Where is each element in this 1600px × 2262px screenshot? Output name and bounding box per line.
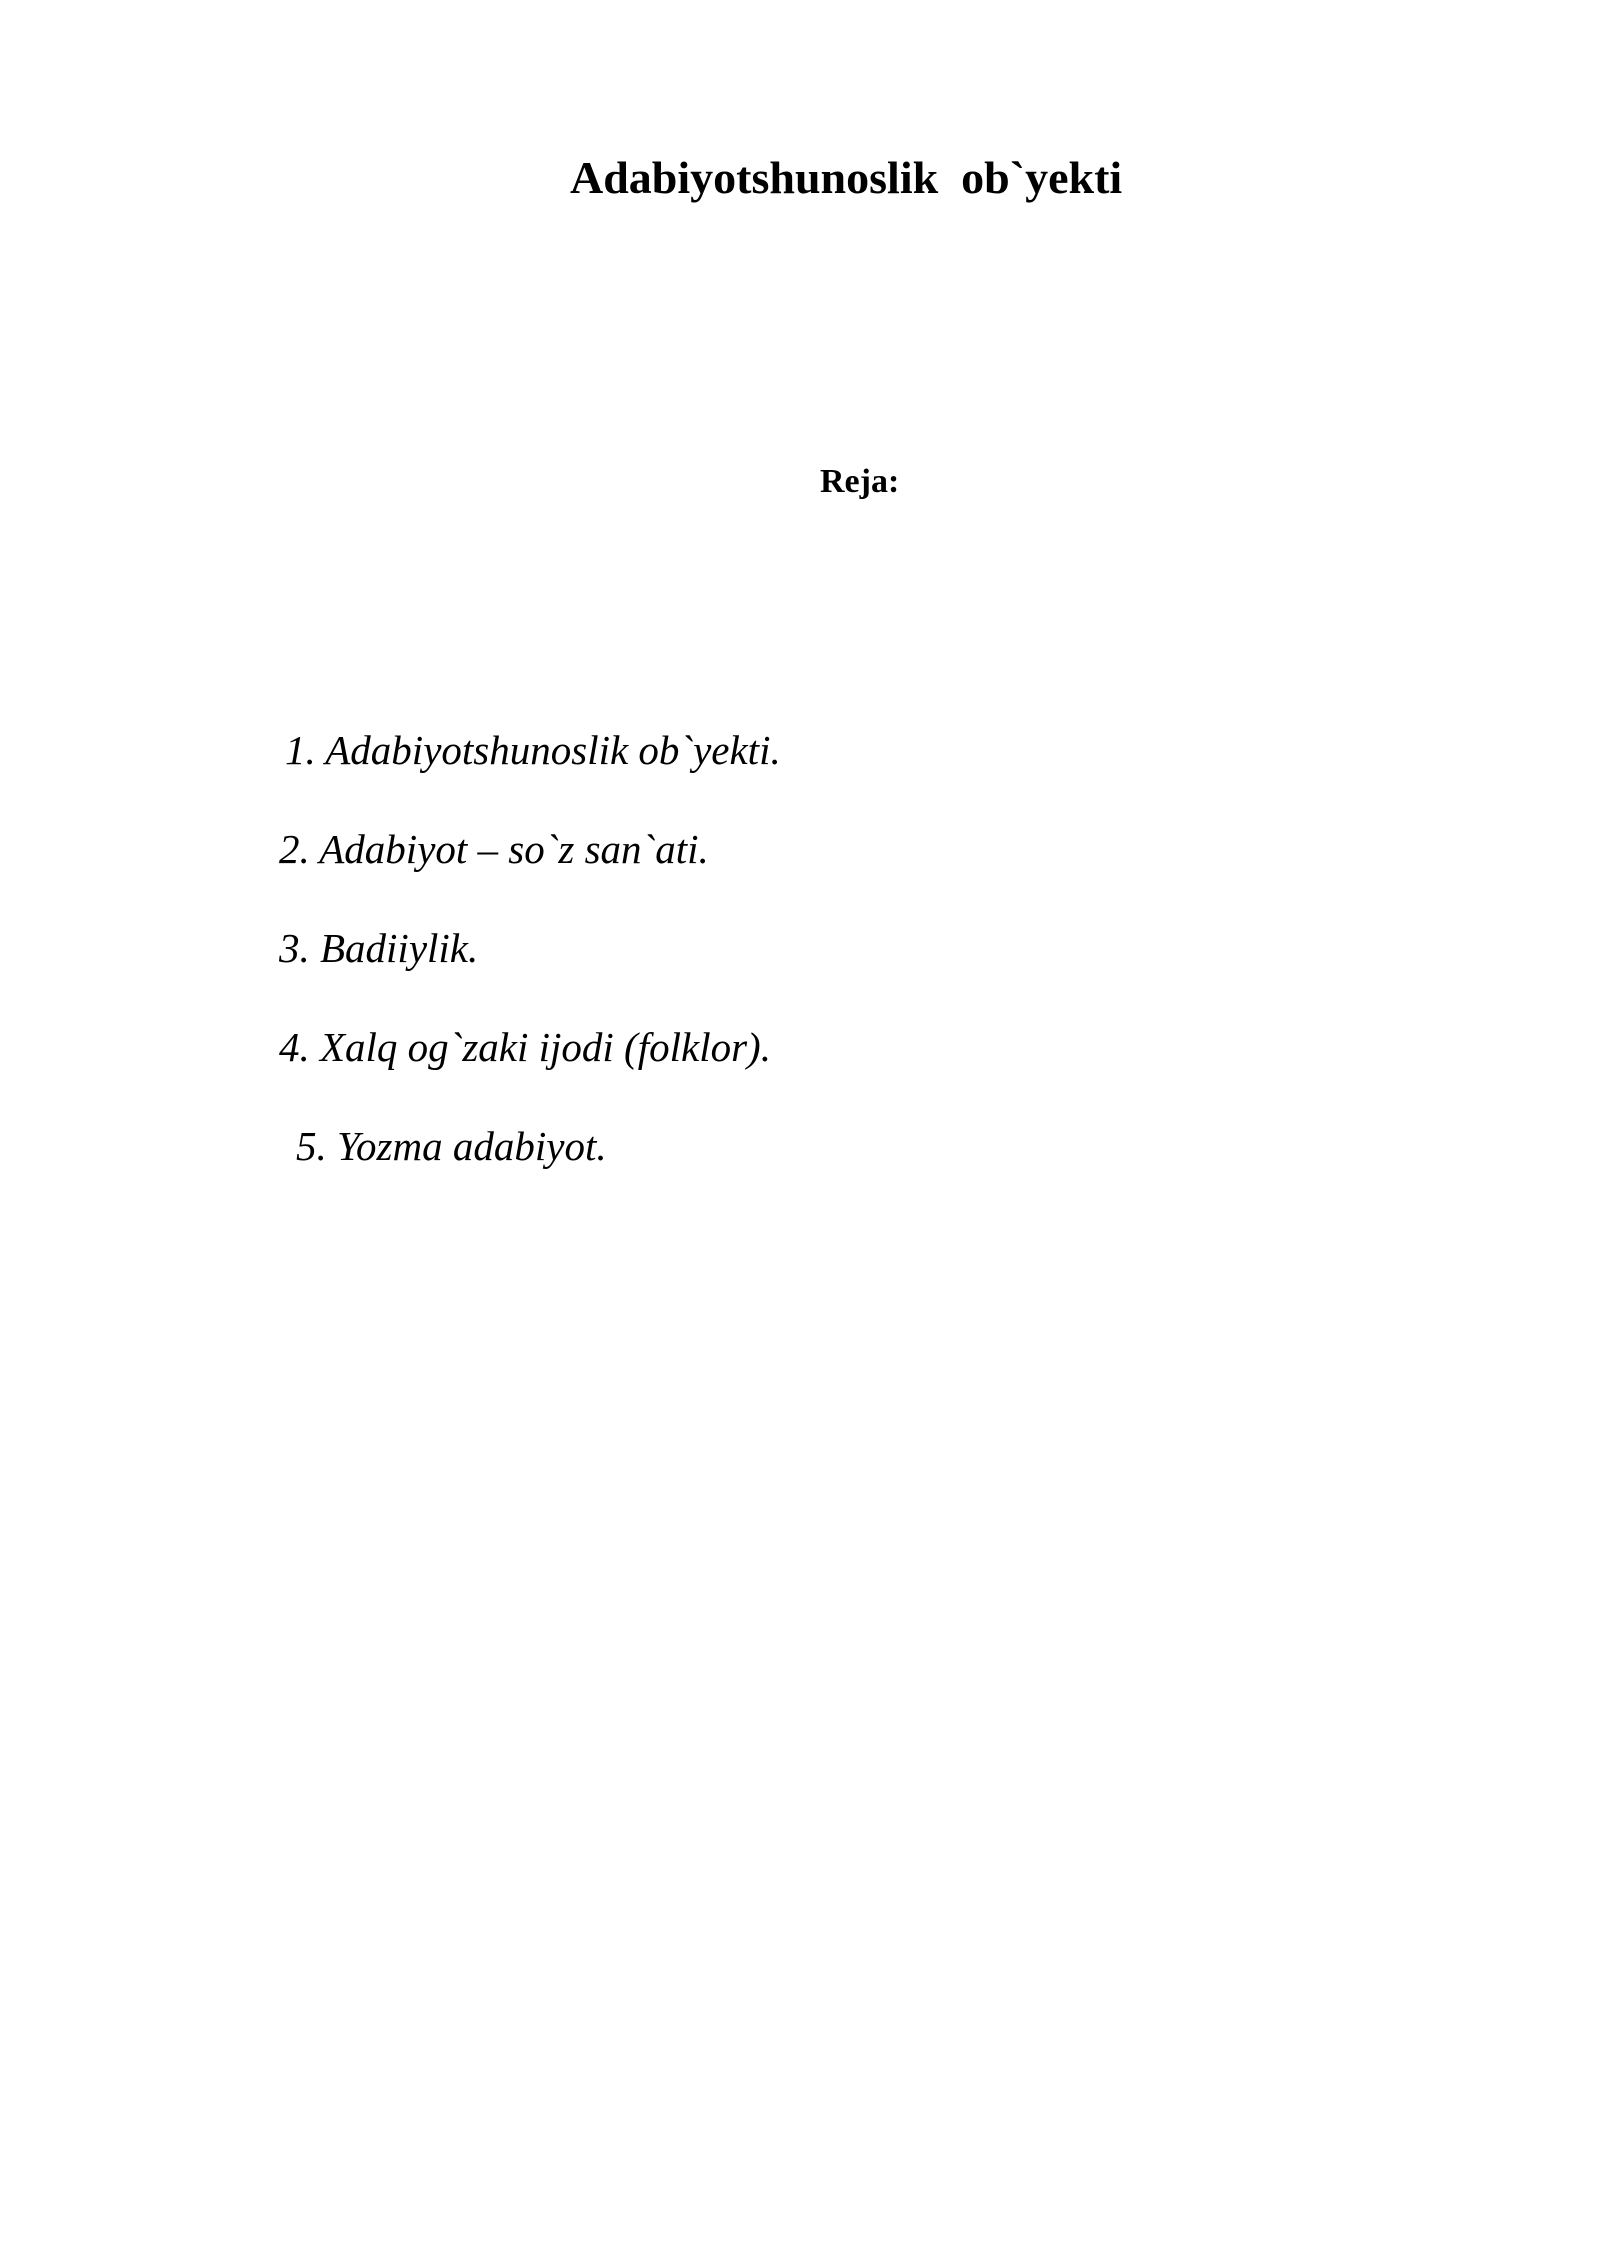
plan-item-3: 3. Badiiylik.: [279, 925, 479, 971]
page-title: Adabiyotshunoslik ob`yekti: [570, 152, 1123, 203]
plan-item-4: 4. Xalq og`zaki ijodi (folklor).: [279, 1024, 771, 1070]
plan-item-5: 5. Yozma adabiyot.: [296, 1123, 607, 1169]
plan-item-1: 1. Adabiyotshunoslik ob`yekti.: [285, 727, 781, 773]
plan-heading: Reja:: [820, 463, 900, 500]
plan-item-2: 2. Adabiyot – so`z san`ati.: [279, 826, 709, 872]
